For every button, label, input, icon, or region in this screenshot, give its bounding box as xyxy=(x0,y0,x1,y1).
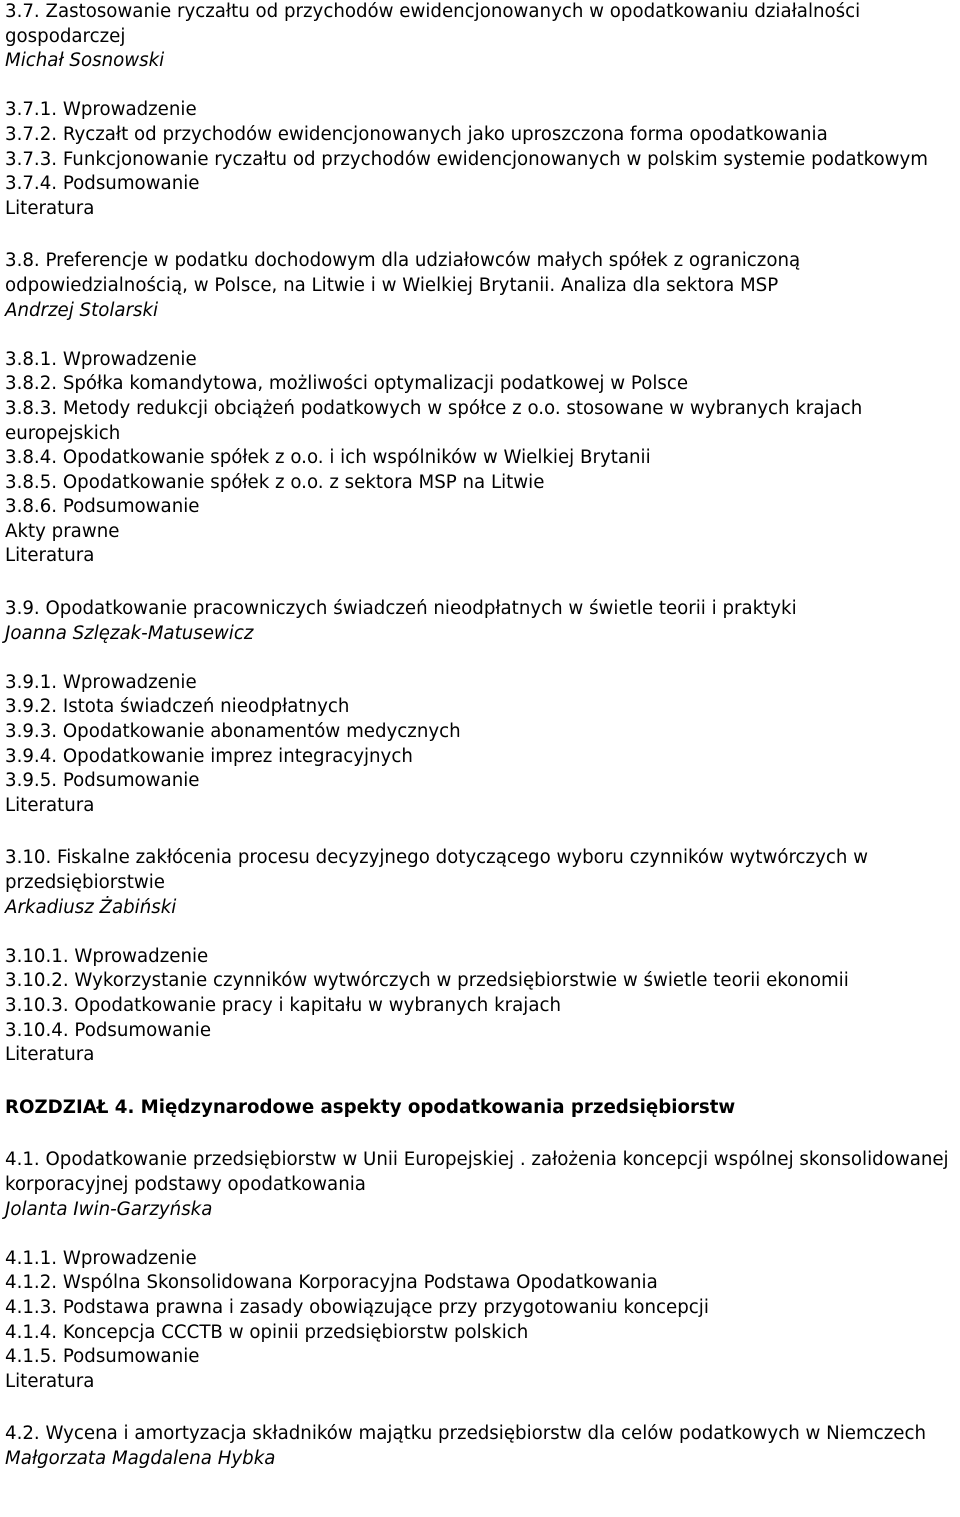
toc-item: 3.8.5. Opodatkowanie spółek z o.o. z sektora MSP na Litwie xyxy=(5,471,545,493)
chapter-heading: ROZDZIAŁ 4. Międzynarodowe aspekty opodatkowania przedsiębiorstw xyxy=(5,1096,736,1118)
spacer xyxy=(5,74,956,99)
spacer xyxy=(5,1120,956,1148)
toc-item: 3.10.2. Wykorzystanie czynników wytwórczych w przedsiębiorstwie w świetle teorii ekonomii xyxy=(5,970,849,992)
spacer xyxy=(5,221,956,249)
toc-item: 3.8.2. Spółka komandytowa, możliwości optymalizacji podatkowej w Polsce xyxy=(5,373,689,395)
section-title: 4.2. Wycena i amortyzacja składników majątku przedsiębiorstw dla celów podatkowych w Niemczech xyxy=(5,1423,926,1445)
toc-item: 3.9.3. Opodatkowanie abonamentów medycznych xyxy=(5,721,461,743)
toc-item: 3.9.2. Istota świadczeń nieodpłatnych xyxy=(5,696,350,718)
toc-item: Akty prawne xyxy=(5,520,120,542)
section-author: Joanna Szlęzak-Matusewicz xyxy=(5,622,254,644)
toc-item: 3.8.4. Opodatkowanie spółek z o.o. i ich wspólników w Wielkiej Brytanii xyxy=(5,447,651,469)
toc-item: 4.1.4. Koncepcja CCCTB w opinii przedsiębiorstw polskich xyxy=(5,1321,529,1343)
toc-item: 3.7.1. Wprowadzenie xyxy=(5,99,197,121)
section-author: Michał Sosnowski xyxy=(5,50,165,72)
section-author: Jolanta Iwin-Garzyńska xyxy=(5,1198,213,1220)
spacer xyxy=(5,920,956,945)
spacer xyxy=(5,323,956,348)
section-author: Małgorzata Magdalena Hybka xyxy=(5,1447,276,1469)
toc-item: Literatura xyxy=(5,545,95,567)
toc-item: Literatura xyxy=(5,1370,95,1392)
spacer xyxy=(5,646,956,671)
spacer xyxy=(5,1394,956,1422)
section-title: 3.8. Preferencje w podatku dochodowym dla udziałowców małych spółek z ograniczoną odpowiedzialnością, w Polsce, na Litwie i w Wielkiej Brytanii. Analiza dla sektora MSP xyxy=(5,250,801,296)
toc-item: Literatura xyxy=(5,197,95,219)
spacer xyxy=(5,818,956,846)
section-author: Arkadiusz Żabiński xyxy=(5,896,177,918)
toc-item: 3.7.3. Funkcjonowanie ryczałtu od przychodów ewidencjonowanych w polskim systemie podatkowym xyxy=(5,148,929,170)
section-title: 3.7. Zastosowanie ryczałtu od przychodów ewidencjonowanych w opodatkowaniu działalności gospodarczej xyxy=(5,1,861,47)
toc-item: 4.1.5. Podsumowanie xyxy=(5,1346,200,1368)
spacer xyxy=(5,569,956,597)
spacer xyxy=(5,1222,956,1247)
toc-item: 3.8.6. Podsumowanie xyxy=(5,496,200,518)
toc-item: 3.8.3. Metody redukcji obciążeń podatkowych w spółce z o.o. stosowane w wybranych krajach europejskich xyxy=(5,397,863,444)
toc-item: Literatura xyxy=(5,1044,95,1066)
toc-item: 3.9.5. Podsumowanie xyxy=(5,770,200,792)
section-title: 3.9. Opodatkowanie pracowniczych świadczeń nieodpłatnych w świetle teorii i praktyki xyxy=(5,598,797,620)
toc-item: 3.9.4. Opodatkowanie imprez integracyjnych xyxy=(5,745,413,767)
toc-item: 3.10.3. Opodatkowanie pracy i kapitału w wybranych krajach xyxy=(5,994,561,1016)
toc-item: 4.1.2. Wspólna Skonsolidowana Korporacyjna Podstawa Opodatkowania xyxy=(5,1272,658,1294)
toc-item: 3.9.1. Wprowadzenie xyxy=(5,671,197,693)
toc-item: 4.1.3. Podstawa prawna i zasady obowiązujące przy przygotowaniu koncepcji xyxy=(5,1296,709,1318)
toc-item: 4.1.1. Wprowadzenie xyxy=(5,1247,197,1269)
spacer xyxy=(5,1068,956,1096)
toc-item: 3.10.1. Wprowadzenie xyxy=(5,945,209,967)
section-author: Andrzej Stolarski xyxy=(5,299,159,321)
toc-item: 3.10.4. Podsumowanie xyxy=(5,1019,212,1041)
toc-item: 3.8.1. Wprowadzenie xyxy=(5,348,197,370)
section-title: 4.1. Opodatkowanie przedsiębiorstw w Unii Europejskiej . założenia koncepcji wspólnej skonsolidowanej korporacyjnej podstawy opodatkowania xyxy=(5,1149,949,1195)
section-title: 3.10. Fiskalne zakłócenia procesu decyzyjnego dotyczącego wyboru czynników wytwórczych w przedsiębiorstwie xyxy=(5,847,869,893)
toc-item: 3.7.4. Podsumowanie xyxy=(5,173,200,195)
toc-item: Literatura xyxy=(5,794,95,816)
toc-item: 3.7.2. Ryczałt od przychodów ewidencjonowanych jako uproszczona forma opodatkowania xyxy=(5,123,828,145)
